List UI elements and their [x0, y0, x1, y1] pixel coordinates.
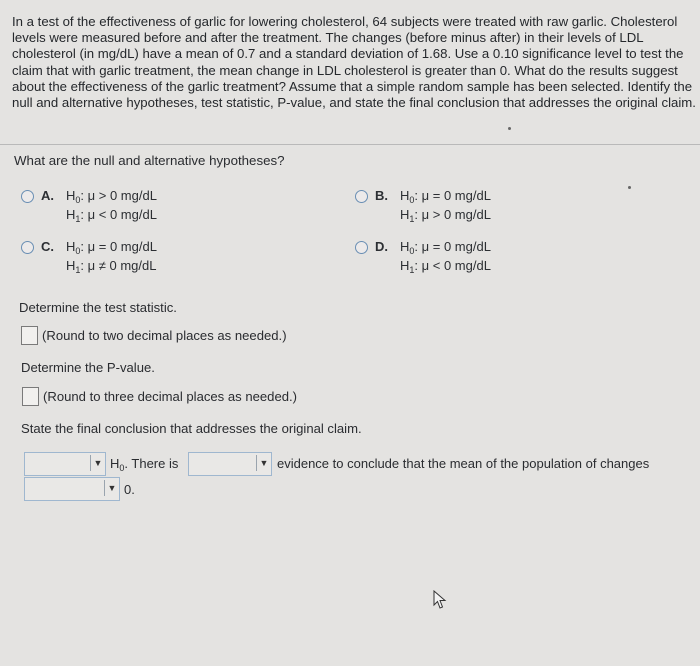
conclusion-label: State the final conclusion that addresses the original claim. — [21, 421, 362, 436]
radio-button[interactable] — [355, 241, 368, 254]
null-hypothesis: $H_0$: μ = 0 mg/dL — [400, 239, 491, 256]
null-hypothesis: $H_0$: μ = 0 mg/dL — [66, 239, 157, 256]
alternative-hypothesis: $H_1$: μ > 0 mg/dL — [400, 207, 491, 224]
radio-button[interactable] — [21, 241, 34, 254]
zero-text: 0. — [124, 482, 135, 497]
mouse-pointer-icon — [432, 590, 448, 610]
comparison-dropdown[interactable] — [24, 477, 120, 501]
chevron-down-icon: ▼ — [256, 455, 271, 471]
pvalue-hint: (Round to three decimal places as needed.) — [43, 389, 298, 404]
alternative-hypothesis: $H_1$: μ < 0 mg/dL — [66, 207, 157, 224]
divider — [0, 144, 700, 145]
problem-statement: In a test of the effectiveness of garlic for lowering cholesterol, 64 subjects were treated with raw garlic. Cholesterol levels were measured before and after the treatment. The changes (before minus after) in their levels of LDL cholesterol (in mg/dL) have a mean of 0.7 and a standard deviation of 1.68. Use a 0.10 significance level to test the claim that with garlic treatment, the mean change in LDL cholesterol is greater than 0. What do the results suggest about the effectiveness of the garlic treatment? Assume that a simple random sample has been selected. Identify the null and alternative hypotheses, test statistic, P-value, and state the final conclusion that addresses the original claim. — [12, 14, 696, 111]
evidence-text: evidence to conclude that the mean of the population of changes — [277, 456, 650, 471]
speck — [508, 127, 511, 130]
pvalue-input[interactable] — [22, 387, 39, 406]
chevron-down-icon: ▼ — [90, 455, 105, 471]
null-hypothesis: $H_0$: μ = 0 mg/dL — [400, 188, 491, 205]
pvalue-label: Determine the P-value. — [21, 360, 155, 375]
test-statistic-input[interactable] — [21, 326, 38, 345]
radio-button[interactable] — [21, 190, 34, 203]
option-letter: A. — [41, 188, 54, 203]
option-letter: B. — [375, 188, 388, 203]
radio-button[interactable] — [355, 190, 368, 203]
alternative-hypothesis: $H_1$: μ ≠ 0 mg/dL — [66, 258, 157, 275]
h0-there-is-text: $H_0$. There is — [110, 456, 179, 473]
option-letter: D. — [375, 239, 388, 254]
evidence-dropdown[interactable] — [188, 452, 272, 476]
test-statistic-hint: (Round to two decimal places as needed.) — [42, 328, 287, 343]
alternative-hypothesis: $H_1$: μ < 0 mg/dL — [400, 258, 491, 275]
hypotheses-question: What are the null and alternative hypotheses? — [14, 153, 285, 168]
test-statistic-label: Determine the test statistic. — [19, 300, 177, 315]
reject-decision-dropdown[interactable] — [24, 452, 106, 476]
chevron-down-icon: ▼ — [104, 480, 119, 496]
speck — [628, 186, 631, 189]
null-hypothesis: $H_0$: μ > 0 mg/dL — [66, 188, 157, 205]
option-letter: C. — [41, 239, 54, 254]
